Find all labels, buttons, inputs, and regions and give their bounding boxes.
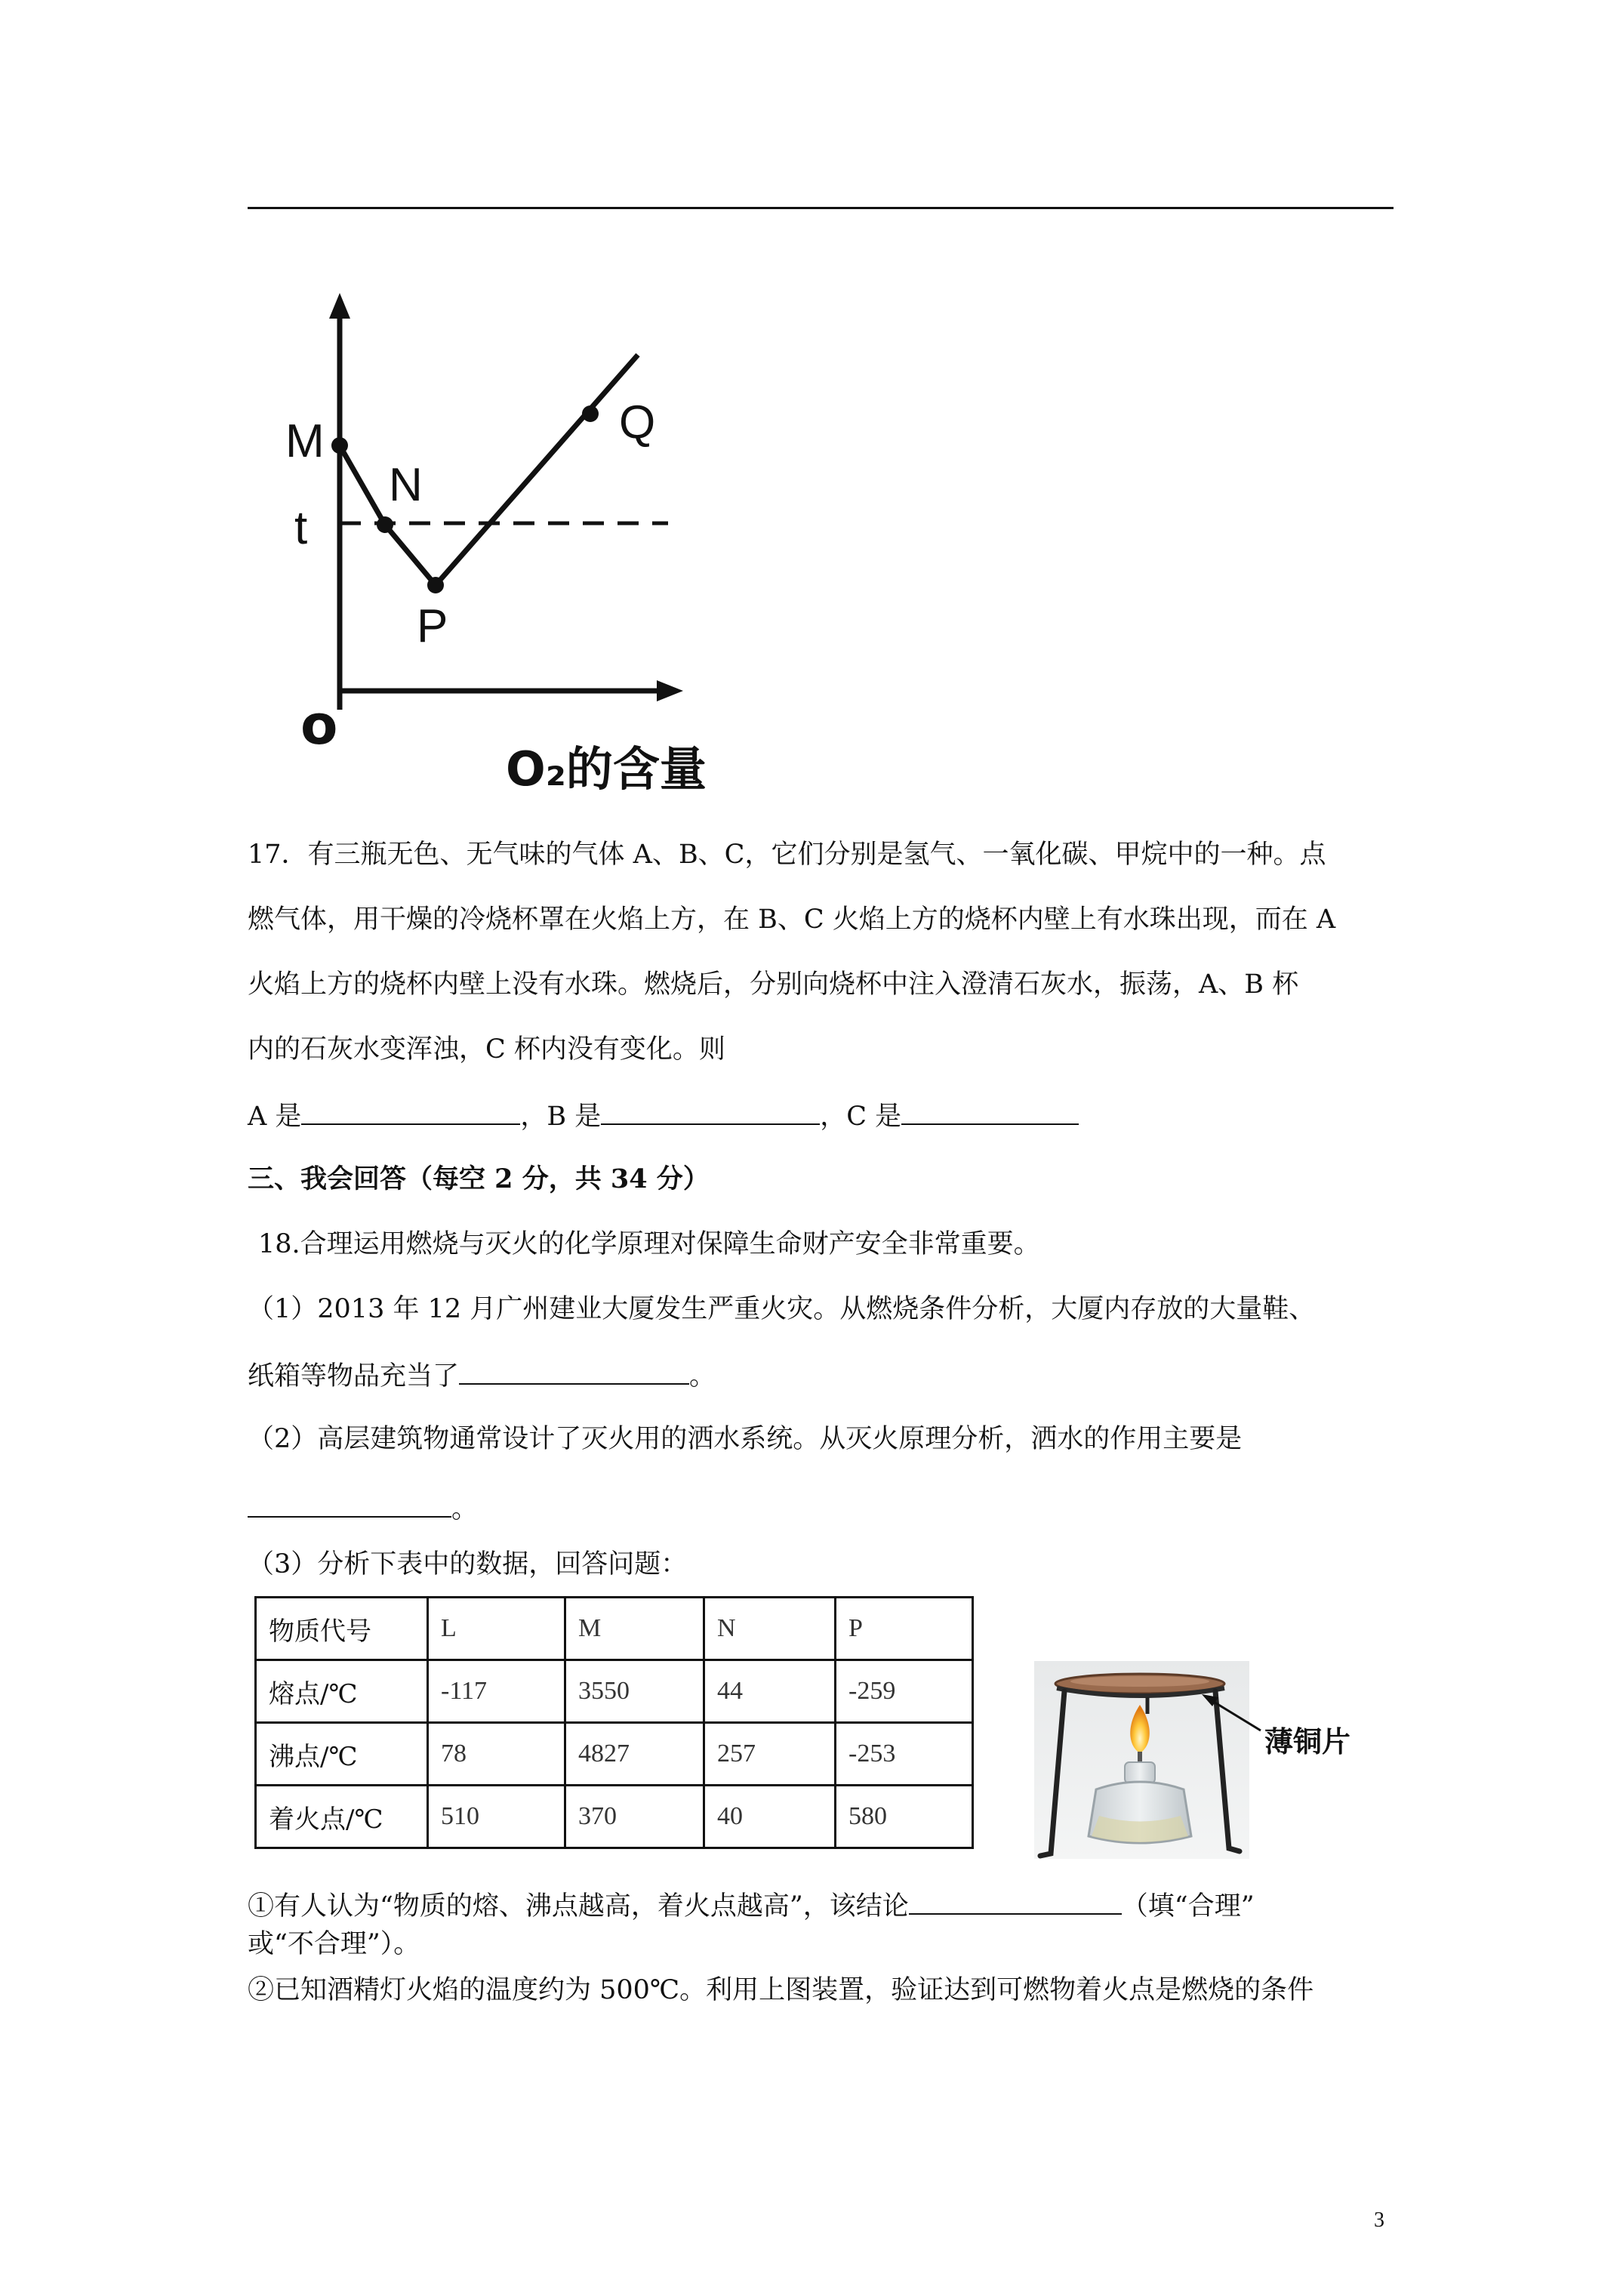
- table-cell: -259: [836, 1660, 973, 1723]
- header-rule: [248, 207, 1394, 209]
- table-cell: 40: [704, 1786, 836, 1848]
- q18-sub1-line1: [248, 1888, 1394, 1923]
- q17-answer-a-label: A 是: [248, 1102, 302, 1132]
- apparatus-figure: [1034, 1661, 1397, 1872]
- q17-blank-c[interactable]: [901, 1098, 1079, 1125]
- q18-part1-line2: [248, 1358, 1394, 1393]
- graph-point-M: [331, 437, 348, 454]
- graph-label-N: N: [389, 459, 423, 511]
- table-header-cell: L: [428, 1598, 565, 1660]
- graph-figure: [272, 287, 740, 800]
- table-header-cell: 物质代号: [256, 1598, 428, 1660]
- q17-answer-c-label: ，C 是: [820, 1102, 902, 1132]
- table-cell: 580: [836, 1786, 973, 1848]
- lamp-neck: [1125, 1762, 1155, 1783]
- table-header-cell: P: [836, 1598, 973, 1660]
- table-cell: -117: [428, 1660, 565, 1723]
- table-row: [256, 1723, 973, 1786]
- table-header-cell: M: [565, 1598, 704, 1660]
- table-header-row: [256, 1598, 973, 1660]
- q18-sub1-suffix: （填“合理”: [1121, 1891, 1255, 1922]
- table-cell: -253: [836, 1723, 973, 1786]
- table-row: [256, 1660, 973, 1723]
- q17-line4: 内的石灰水变浑浊，C 杯内没有变化。则: [248, 1034, 725, 1065]
- table-cell: 3550: [565, 1660, 704, 1723]
- table-cell: 44: [704, 1660, 836, 1723]
- page-number: 3: [1374, 2208, 1384, 2232]
- data-table: [254, 1596, 974, 1849]
- table-cell: 4827: [565, 1723, 704, 1786]
- table-header-cell: N: [704, 1598, 836, 1660]
- q17-line3: 火焰上方的烧杯内壁上没有水珠。燃烧后，分别向烧杯中注入澄清石灰水，振荡，A、B 杯: [248, 969, 1299, 1000]
- graph-point-P: [427, 577, 444, 593]
- table-cell: 510: [428, 1786, 565, 1848]
- graph-label-Q: Q: [619, 396, 656, 448]
- graph-label-P: P: [417, 600, 448, 652]
- apparatus-label: 薄铜片: [1264, 1725, 1351, 1758]
- q18-part3-intro: （3）分析下表中的数据，回答问题：: [248, 1549, 688, 1579]
- graph-point-N: [377, 516, 393, 533]
- graph-x-arrow-icon: [657, 680, 683, 701]
- q18-sub2: ②已知酒精灯火焰的温度约为 500℃。利用上图装置，验证达到可燃物着火点是燃烧的条件: [248, 1975, 1314, 2005]
- graph-label-t: t: [294, 502, 308, 554]
- graph-x-axis-label: O₂的含量: [506, 741, 707, 797]
- q18-part1-blank[interactable]: [459, 1358, 689, 1385]
- q18-part2-line2: [248, 1490, 1394, 1526]
- table-cell: 370: [565, 1786, 704, 1848]
- section3-title: 三、我会回答（每空 2 分，共 34 分）: [248, 1163, 710, 1194]
- table-cell: 257: [704, 1723, 836, 1786]
- graph-y-arrow-icon: [329, 293, 350, 319]
- graph-curve: [340, 355, 638, 585]
- q18-part1-suffix: 。: [689, 1361, 716, 1391]
- q17-line2: 燃气体，用干燥的冷烧杯罩在火焰上方，在 B、C 火焰上方的烧杯内壁上有水珠出现，而在 A: [248, 905, 1336, 935]
- q18-intro: 18.合理运用燃烧与灭火的化学原理对保障生命财产安全非常重要。: [258, 1229, 1040, 1259]
- q18-sub1-line2: 或“不合理”）。: [248, 1929, 420, 1959]
- graph-point-Q: [582, 405, 599, 422]
- q18-part2-line1: （2）高层建筑物通常设计了灭火用的洒水系统。从灭火原理分析，洒水的作用主要是: [248, 1424, 1243, 1454]
- graph-label-origin: o: [300, 693, 338, 757]
- table-row-label: 着火点/℃: [256, 1786, 428, 1848]
- q18-part1-prefix: 纸箱等物品充当了: [248, 1361, 460, 1391]
- q18-part2-blank[interactable]: [248, 1490, 451, 1518]
- q17-answer-line: [248, 1098, 1394, 1133]
- q18-part2-suffix: 。: [451, 1494, 479, 1524]
- q18-part1-line1: （1）2013 年 12 月广州建业大厦发生严重火灾。从燃烧条件分析，大厦内存放的大量鞋、: [248, 1294, 1316, 1324]
- table-row: [256, 1786, 973, 1848]
- table-cell: 78: [428, 1723, 565, 1786]
- table-row-label: 沸点/℃: [256, 1723, 428, 1786]
- table-row-label: 熔点/℃: [256, 1660, 428, 1723]
- q17-blank-a[interactable]: [301, 1098, 520, 1125]
- q18-sub1-blank[interactable]: [909, 1888, 1122, 1915]
- graph-label-M: M: [285, 415, 325, 467]
- q17-blank-b[interactable]: [601, 1098, 820, 1125]
- q18-sub1-prefix: ①有人认为“物质的熔、沸点越高，着火点越高”，该结论: [248, 1891, 909, 1922]
- q17-line1: 17．有三瓶无色、无气味的气体 A、B、C，它们分别是氢气、一氧化碳、甲烷中的一种。点: [248, 840, 1326, 870]
- q17-answer-b-label: ，B 是: [520, 1102, 602, 1132]
